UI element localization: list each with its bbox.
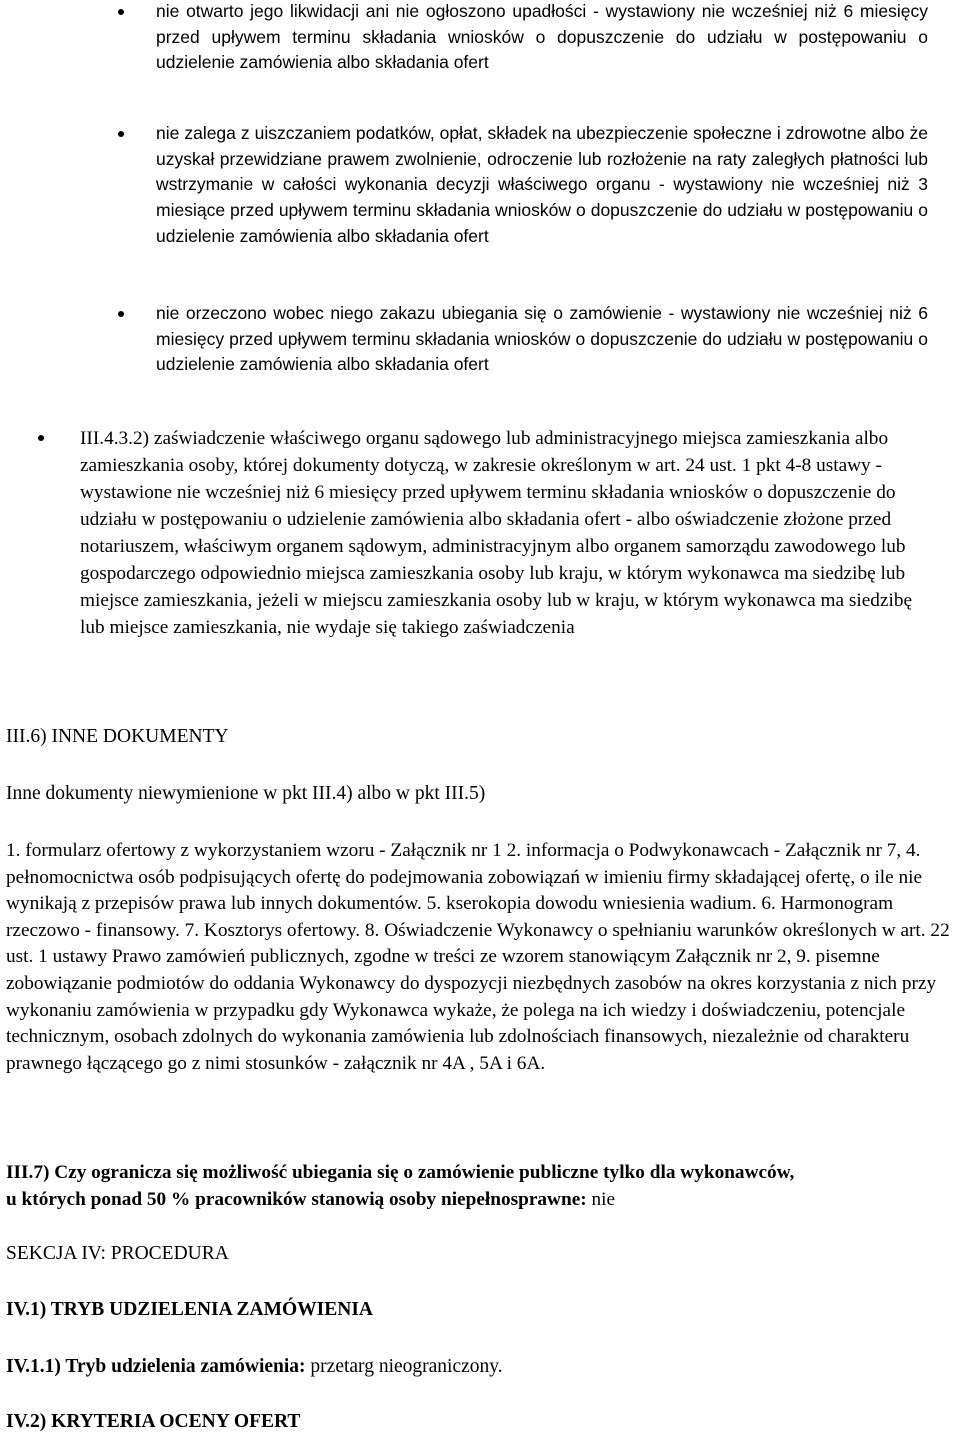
documents-list-text: 1. formularz ofertowy z wykorzystaniem wzoru - Załącznik nr 1 2. informacja o Podwykonawcach - Załącznik nr 7, 4. pełnomocnictwa osób podpisujących ofertę do podejmowania zobowiązań w imieniu firmy składającej ofertę, o ile nie wynikają z przepisów prawa lub innych dokumentów. 5. kserokopia dowodu wniesienia wadium. 6. Harmonogram rzeczowo - finansowy. 7. Kosztorys ofertowy. 8. Oświadczenie Wykonawcy o spełnianiu warunków określonych w art. 22 ust. 1 ustawy Prawo zamówień publicznych, zgodne w treści ze wzorem stanowiącym Załącznik nr 2, 9. pisemne zobowiązanie podmiotów do oddania Wykonawcy do dyspozycji niezbędnych zasobów na okres korzystania z nich przy wykonaniu zamówienia w przypadku gdy Wykonawca wykaże, że polega na ich wiedzy i doświadczeniu, potencjale technicznym, osobach zdolnych do wykonania zamówienia lub zdolnościach finansowych, niezależnie od charakteru prawnego łączącego go z nimi stosunków - załącznik nr 4A , 5A i 6A. xyxy=(6,840,950,1074)
list-item xyxy=(156,0,928,76)
section-iv11-line xyxy=(6,1356,503,1378)
main-bullet-item xyxy=(80,425,922,641)
bullet-icon xyxy=(118,311,124,317)
section-iii7-question-cont: u których ponad 50 % pracowników stanowią osoby niepełnosprawne: xyxy=(6,1189,587,1210)
section-heading-inne: III.6) INNE DOKUMENTY xyxy=(6,726,229,747)
section-iii7-line1 xyxy=(6,1162,794,1184)
bullet-icon xyxy=(118,131,124,137)
sub-bullet-text-3: nie orzeczono wobec niego zakazu ubiegania się o zamówienie - wystawiony nie wcześniej niż 6 miesięcy przed upływem terminu składania wniosków o dopuszczenie do udziału w postępowaniu o udzielenie zamówienia albo składania ofert xyxy=(156,303,928,375)
section-iv-heading: SEKCJA IV: PROCEDURA xyxy=(6,1243,229,1264)
bullet-icon xyxy=(38,435,44,441)
section-iii7-answer: nie xyxy=(586,1189,616,1210)
section-iii7-question: III.7) Czy ogranicza się możliwość ubiegania się o zamówienie publiczne tylko dla wykonawców, xyxy=(6,1162,795,1183)
section-iv11-value: przetarg nieograniczony. xyxy=(305,1356,503,1377)
bullet-icon xyxy=(118,9,124,15)
sub-bullet-text-2: nie zalega z uiszczaniem podatków, opłat, składek na ubezpieczenie społeczne i zdrowotne albo że uzyskał przewidziane prawem zwolnienie, odroczenie lub rozłożenie na raty zaległych płatności lub wstrzymanie w całości wykonania decyzji właściwego organu - wystawiony nie wcześniej niż 3 miesiące przed upływem terminu składania wniosków o dopuszczenie do udziału w postępowaniu o udzielenie zamówienia albo składania ofert xyxy=(156,123,928,246)
section-iv1-heading: IV.1) TRYB UDZIELENIA ZAMÓWIENIA xyxy=(6,1299,374,1320)
section-iv11-label: IV.1.1) Tryb udzielenia zamówienia: xyxy=(6,1356,306,1377)
list-item xyxy=(156,121,928,250)
list-item xyxy=(156,301,928,378)
documents-list xyxy=(6,838,956,1077)
section-subheading-inne: Inne dokumenty niewymienione w pkt III.4) albo w pkt III.5) xyxy=(6,783,486,804)
section-iii7-line2 xyxy=(6,1189,615,1211)
sub-bullet-text-1: nie otwarto jego likwidacji ani nie ogłoszono upadłości - wystawiony nie wcześniej niż 6 miesięcy przed upływem terminu składania wniosków o dopuszczenie do udziału w postępowaniu o udzielenie zamówienia albo składania ofert xyxy=(156,1,928,73)
section-iv2-heading: IV.2) KRYTERIA OCENY OFERT xyxy=(6,1411,301,1432)
main-bullet-text: III.4.3.2) zaświadczenie właściwego organu sądowego lub administracyjnego miejsca zamieszkania albo zamieszkania osoby, której dokumenty dotyczą, w zakresie określonym w art. 24 ust. 1 pkt 4-8 ustawy - wystawione nie wcześniej niż 6 miesięcy przed upływem terminu składania wniosków o dopuszczenie do udziału w postępowaniu o udzielenie zamówienia albo składania ofert - albo oświadczenie złożone przed notariuszem, właściwym organem sądowym, administracyjnym albo organem samorządu zawodowego lub gospodarczego odpowiednio miejsca zamieszkania osoby lub kraju, w którym wykonawca ma siedzibę lub miejsce zamieszkania, jeżeli w miejscu zamieszkania osoby lub w kraju, w którym wykonawca ma siedzibę lub miejsce zamieszkania, nie wydaje się takiego zaświadczenia xyxy=(80,428,913,638)
